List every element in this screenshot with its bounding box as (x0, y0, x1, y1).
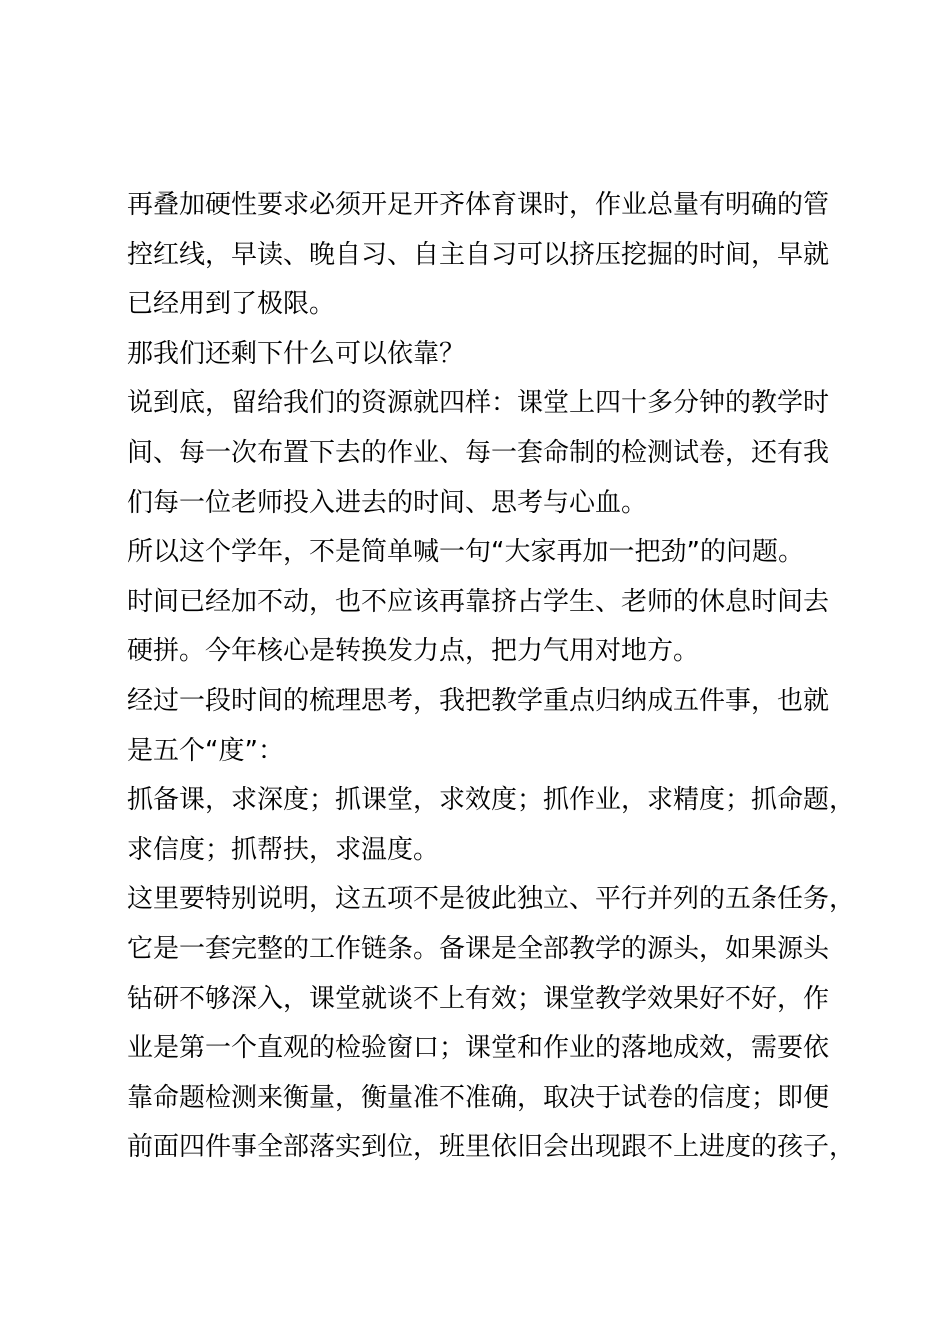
text-line: 钻研不够深入，课堂就谈不上有效；课堂教学效果好不好，作 (127, 983, 830, 1014)
text-line: 控红线，早读、晚自习、自主自习可以挤压挖掘的时间，早就 (127, 239, 830, 270)
text-line: 硬拼。今年核心是转换发力点，把力气用对地方。 (127, 636, 700, 667)
text-line: 那我们还剩下什么可以依靠？ (127, 338, 466, 369)
text-line: 它是一套完整的工作链条。备课是全部教学的源头，如果源头 (127, 933, 830, 964)
text-line: 经过一段时间的梳理思考，我把教学重点归纳成五件事，也就 (127, 685, 830, 716)
text-line: 靠命题检测来衡量，衡量准不准确，取决于试卷的信度；即便 (127, 1082, 830, 1113)
text-line: 是五个“度”： (127, 735, 284, 766)
text-line: 时间已经加不动，也不应该再靠挤占学生、老师的休息时间去 (127, 586, 830, 617)
text-line: 这里要特别说明，这五项不是彼此独立、平行并列的五条任务， (127, 884, 856, 915)
text-line: 们每一位老师投入进去的时间、思考与心血。 (127, 487, 648, 518)
text-line: 说到底，留给我们的资源就四样：课堂上四十多分钟的教学时 (127, 388, 830, 419)
text-line: 间、每一次布置下去的作业、每一套命制的检测试卷，还有我 (127, 437, 830, 468)
text-line: 再叠加硬性要求必须开足开齐体育课时，作业总量有明确的管 (127, 190, 830, 220)
text-line: 业是第一个直观的检验窗口；课堂和作业的落地成效，需要依 (127, 1033, 830, 1064)
body-text (127, 181, 867, 1173)
text-line: 所以这个学年，不是简单喊一句“大家再加一把劲”的问题。 (127, 537, 804, 568)
text-line: 前面四件事全部落实到位，班里依旧会出现跟不上进度的孩子， (127, 1132, 856, 1163)
text-line: 已经用到了极限。 (127, 289, 336, 320)
text-line: 求信度；抓帮扶，求温度。 (127, 834, 440, 865)
text-line: 抓备课，求深度；抓课堂，求效度；抓作业，求精度；抓命题， (127, 785, 856, 816)
